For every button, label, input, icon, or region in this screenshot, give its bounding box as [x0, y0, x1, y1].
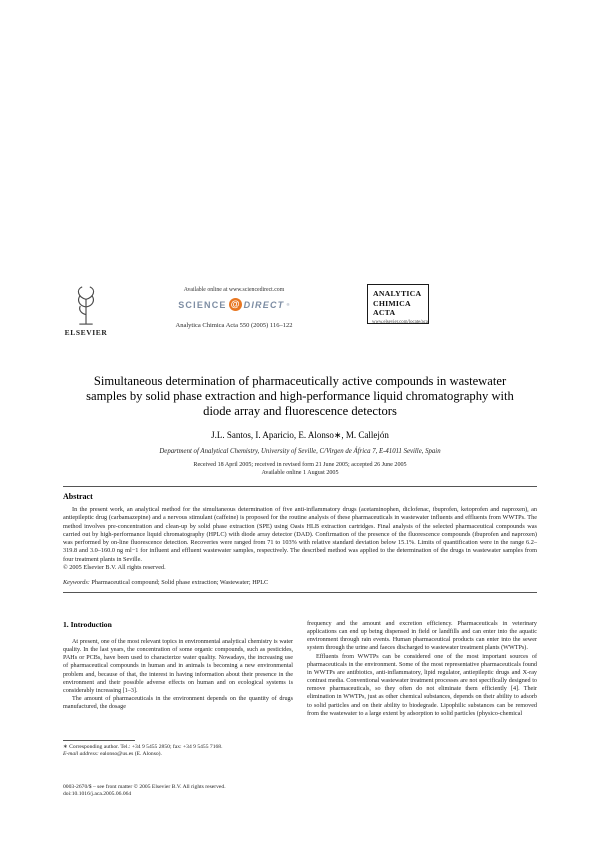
front-matter [75, 374, 525, 476]
right-paragraph-2: Effluents from WWTPs can be considered one of the most important sources of pharmaceuticals in the environment. Some of the most representative pharmaceuticals found in WWTPs are antibiotics, anti-inflammatory, lipid regulator, antiepileptic drugs and X-ray contrast media. Conventional wastewater treatment processes are not specifically designed to remove pharmaceuticals, so they often do not eliminate them efficiently [4]. Their elimination in WWTPs, just as other chemical substances, depends on their ability to adsorb to solid particles and on their ability to biodegrade. Lipophilic substances can be removed from the wastewater to a large extent by adsorption to solid particles (physico-chemical [307, 653, 537, 717]
header-center [138, 287, 330, 329]
journal-box-line3: ACTA [373, 308, 396, 317]
keywords-line [63, 579, 537, 586]
email-value: ealonso@us.es (E. Alonso). [98, 751, 162, 758]
footnote-contact: ∗ Corresponding author. Tel.: +34 9 5455 2850; fax: +34 9 5455 7168. [63, 744, 223, 750]
sciencedirect-direct-label: DIRECT [243, 299, 285, 310]
sciencedirect-at-icon: @ [229, 298, 242, 311]
elsevier-tree-icon [68, 284, 104, 326]
affiliation-line: Department of Analytical Chemistry, University of Seville, C/Virgen de África 7, E-41011 Seville, Spain [159, 448, 441, 455]
journal-citation: Analytica Chimica Acta 550 (2005) 116–122 [175, 321, 293, 329]
abstract-copyright: © 2005 Elsevier B.V. All rights reserved. [63, 564, 166, 572]
sciencedirect-logo [178, 298, 290, 311]
right-column [307, 620, 537, 718]
received-dates: Received 18 April 2005; received in revised form 21 June 2005; accepted 26 June 2005 [193, 462, 407, 468]
elsevier-logo [63, 284, 109, 337]
left-paragraph-2: The amount of pharmaceuticals in the environment depends on the quantity of drugs manufactured, the dosage [63, 696, 293, 711]
section-1-heading: 1. Introduction [63, 620, 112, 629]
body-columns [63, 620, 537, 718]
article-title: Simultaneous determination of pharmaceutically active compounds in wastewater samples by solid phase extraction and high-performance liquid chromatography with diode array and fluorescence detectors [86, 374, 514, 418]
sciencedirect-science-label: SCIENCE [178, 299, 227, 310]
email-label: E-mail address: [63, 751, 99, 758]
available-online-date: Available online 1 August 2005 [261, 470, 339, 476]
abstract-section [63, 486, 537, 593]
footnote-divider [63, 740, 135, 741]
left-paragraph-1: At present, one of the most relevant topics in environmental analytical chemistry is water quality. In the last years, the concentration of some organic compounds, such as pesticides, PAHs or PCBs, have been used to characterize water quality. Nowadays, the increasing use of pharmaceutical compounds in human and in animals is becoming a new environmental problem and, because of that, the interest in having information about their presence in the environment and their possible adverse effects on human and on ecological systems is considerably increasing [1–3]. [63, 639, 293, 694]
right-paragraph-1: frequency and the amount and excretion efficiency. Pharmaceuticals in veterinary applications can end up being dispensed in field or landfills and can enter into the aquatic environment through rain events. Human pharmaceutical products can enter into the sewer system through the urine and faeces discharged to wastewater treatment plants (WWTPs). [307, 621, 537, 652]
corresponding-author-footnote [63, 740, 297, 759]
authors-line: J.L. Santos, I. Aparicio, E. Alonso∗, M. Callejón [211, 430, 389, 440]
journal-box-line1: ANALYTICA [373, 289, 422, 298]
footnote-email [63, 751, 297, 758]
left-column [63, 620, 293, 718]
elsevier-wordmark: ELSEVIER [64, 328, 108, 337]
keywords-label: Keywords: [63, 579, 90, 587]
journal-title-box [367, 284, 429, 324]
available-online-text: Available online at www.sciencedirect.com [183, 287, 285, 293]
abstract-text: In the present work, an analytical method for the simultaneous determination of five anti-inflammatory drugs (acetaminophen, diclofenac, ibuprofen, ketoprofen and naproxen), an antiepileptic drug (carbamazepine) and a nervous stimulant (caffeine) is proposed for the routine analysis of these pharmaceuticals in wastewater influents and effluents from WWTPs. The method involves pre-concentration and clean-up by solid phase extraction (SPE) using Oasis HLB extraction cartridges. Final analysis of the selected pharmaceutical compounds was carried out by high-performance liquid chromatography (HPLC) with diode array detector (DAD). Confirmation of the presence of the fluorescence compounds (ibuprofen and naproxen) was performed by on-line fluorescence detection. Recoveries were ranged from 71 to 103% with relative standard deviation below 15.1%. Limits of quantification were in the range 6.2–319.8 and 3.0–160.0 ng ml−1 for influent and effluent wastewater samples, respectively. The described method was applied to the determination of the drugs in wastewater samples from four treatment plants in Seville. [63, 506, 537, 563]
journal-box-line2: CHIMICA [373, 298, 411, 308]
keywords-text: Pharmaceutical compound; Solid phase extraction; Wastewater; HPLC [89, 579, 269, 587]
journal-url: www.elsevier.com/locate/aca [372, 320, 428, 325]
doi-line: doi:10.1016/j.aca.2005.06.064 [63, 791, 132, 798]
abstract-heading: Abstract [63, 492, 93, 501]
issn-copyright-line: 0003-2670/$ – see front matter © 2005 Elsevier B.V. All rights reserved. [63, 784, 226, 790]
page-footer [63, 784, 313, 798]
registered-mark-icon: ® [286, 302, 290, 307]
